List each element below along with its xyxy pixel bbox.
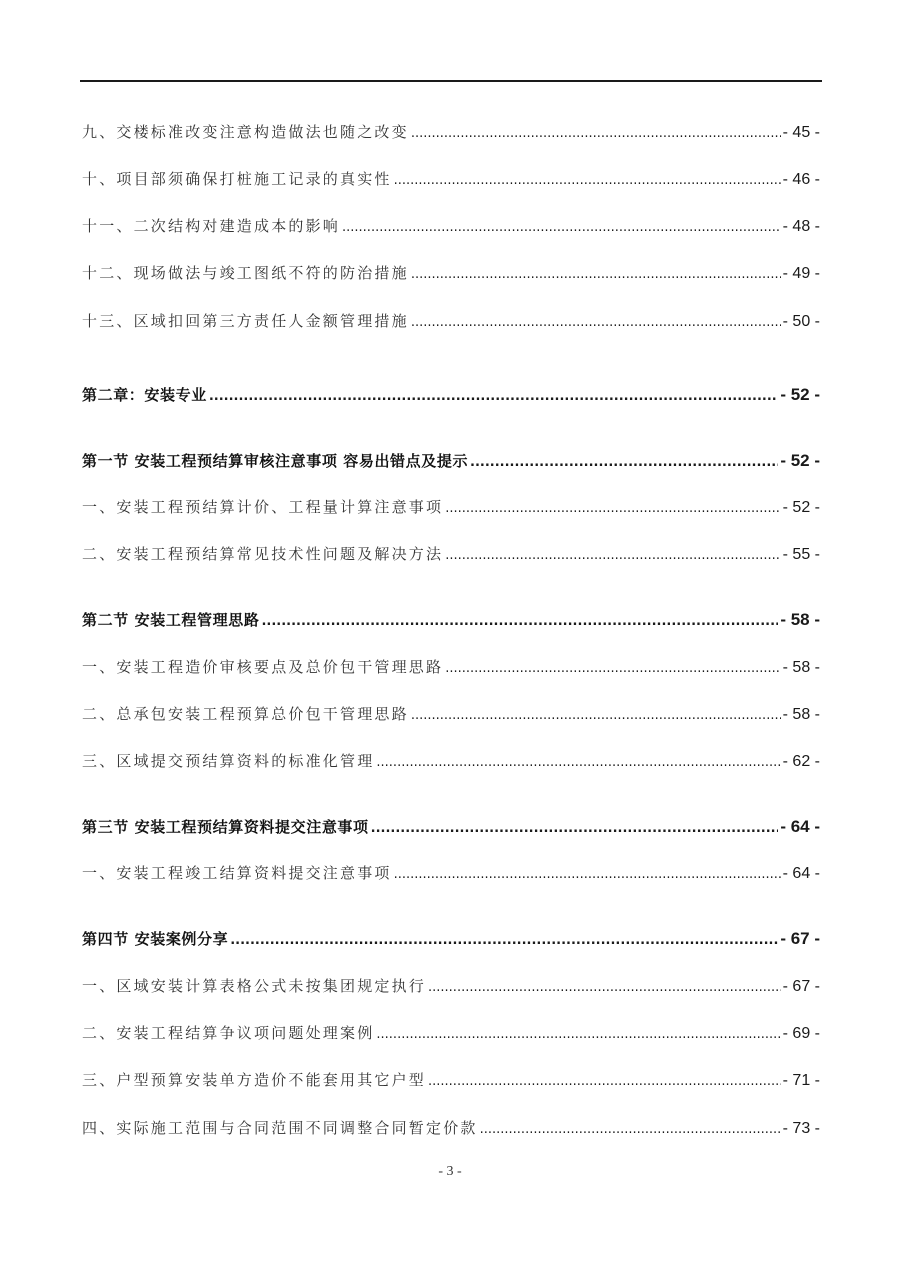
toc-entry[interactable]	[82, 121, 820, 147]
toc-entry-page: - 71 -	[782, 1072, 820, 1089]
toc-dot-leader	[411, 315, 781, 330]
toc-entry[interactable]	[82, 975, 820, 1001]
toc-entry-title: 九、交楼标准改变注意构造做法也随之改变	[82, 123, 409, 141]
toc-dot-leader	[428, 1074, 781, 1089]
toc-entry-title: 一、安装工程造价审核要点及总价包干管理思路	[82, 658, 444, 676]
toc-entry-title: 一、安装工程竣工结算资料提交注意事项	[82, 864, 392, 882]
toc-dot-leader	[445, 501, 780, 516]
toc-entry[interactable]	[82, 1022, 820, 1048]
toc-section-heading[interactable]	[82, 928, 820, 954]
toc-dot-leader	[209, 389, 779, 404]
toc-entry-title: 第二节 安装工程管理思路	[82, 611, 260, 629]
toc-entry-page: - 64 -	[780, 817, 820, 836]
toc-entry[interactable]	[82, 1117, 820, 1143]
header-rule	[80, 80, 822, 82]
toc-entry-page: - 58 -	[782, 706, 820, 723]
toc-entry-title: 十、项目部须确保打桩施工记录的真实性	[82, 170, 392, 188]
toc-dot-leader	[411, 267, 781, 282]
toc-entry-page: - 55 -	[782, 546, 820, 563]
toc-entry[interactable]	[82, 262, 820, 288]
toc-dot-leader	[445, 661, 780, 676]
toc-dot-leader	[428, 980, 781, 995]
toc-dot-leader	[376, 1027, 780, 1042]
toc-entry-page: - 64 -	[782, 865, 820, 882]
toc-entry-page: - 46 -	[782, 171, 820, 188]
toc-entry-page: - 48 -	[782, 218, 820, 235]
toc-entry-page: - 52 -	[780, 451, 820, 470]
toc-entry-page: - 58 -	[782, 659, 820, 676]
toc-entry-title: 第三节 安装工程预结算资料提交注意事项	[82, 818, 369, 836]
toc-dot-leader	[411, 708, 781, 723]
toc-dot-leader	[230, 933, 778, 948]
toc-dot-leader	[371, 821, 779, 836]
toc-entry[interactable]	[82, 543, 820, 569]
toc-entry[interactable]	[82, 168, 820, 194]
toc-entry[interactable]	[82, 862, 820, 888]
toc-entry-title: 四、实际施工范围与合同范围不同调整合同暂定价款	[82, 1119, 478, 1137]
toc-section-heading[interactable]	[82, 609, 820, 635]
toc-entry[interactable]	[82, 656, 820, 682]
toc-dot-leader	[470, 455, 778, 470]
toc-entry-page: - 73 -	[782, 1120, 820, 1137]
toc-entry-title: 第二章：安装专业	[82, 386, 207, 404]
toc-entry-title: 第一节 安装工程预结算审核注意事项 容易出错点及提示	[82, 452, 469, 470]
toc-entry-title: 十二、现场做法与竣工图纸不符的防治措施	[82, 264, 409, 282]
toc-section-heading[interactable]	[82, 450, 820, 476]
toc-dot-leader	[394, 173, 781, 188]
toc-entry-page: - 67 -	[780, 929, 820, 948]
page-number: - 3 -	[438, 1164, 462, 1179]
toc-entry[interactable]	[82, 496, 820, 522]
toc-entry[interactable]	[82, 1069, 820, 1095]
toc-entry-title: 一、区域安装计算表格公式未按集团规定执行	[82, 977, 427, 995]
toc-entry-page: - 62 -	[782, 753, 820, 770]
toc-dot-leader	[261, 614, 778, 629]
toc-entry-title: 十一、二次结构对建造成本的影响	[82, 217, 341, 235]
toc-entry[interactable]	[82, 215, 820, 241]
toc-dot-leader	[394, 867, 781, 882]
toc-dot-leader	[480, 1122, 781, 1137]
toc-dot-leader	[342, 220, 781, 235]
toc-entry[interactable]	[82, 750, 820, 776]
toc-entry-title: 二、安装工程结算争议项问题处理案例	[82, 1024, 375, 1042]
toc-chapter-heading[interactable]	[82, 384, 820, 410]
toc-dot-leader	[445, 548, 780, 563]
toc-entry-title: 一、安装工程预结算计价、工程量计算注意事项	[82, 498, 444, 516]
toc-entry-page: - 69 -	[782, 1025, 820, 1042]
toc-dot-leader	[411, 126, 781, 141]
toc-dot-leader	[376, 755, 780, 770]
toc-entry[interactable]	[82, 703, 820, 729]
toc-entry-title: 二、安装工程预结算常见技术性问题及解决方法	[82, 545, 444, 563]
toc-entry-page: - 49 -	[782, 265, 820, 282]
toc-entry-page: - 58 -	[780, 610, 820, 629]
toc-entry-title: 二、总承包安装工程预算总价包干管理思路	[82, 705, 409, 723]
toc-entry-title: 十三、区域扣回第三方责任人金额管理措施	[82, 312, 409, 330]
toc-entry[interactable]	[82, 310, 820, 336]
toc-entry-page: - 52 -	[782, 499, 820, 516]
toc-entry-page: - 52 -	[780, 385, 820, 404]
toc-entry-title: 三、区域提交预结算资料的标准化管理	[82, 752, 375, 770]
toc-entry-page: - 45 -	[782, 124, 820, 141]
toc-entry-title: 三、户型预算安装单方造价不能套用其它户型	[82, 1071, 427, 1089]
toc-section-heading[interactable]	[82, 816, 820, 842]
toc-entry-page: - 50 -	[782, 313, 820, 330]
toc-entry-title: 第四节 安装案例分享	[82, 930, 229, 948]
toc-entry-page: - 67 -	[782, 978, 820, 995]
